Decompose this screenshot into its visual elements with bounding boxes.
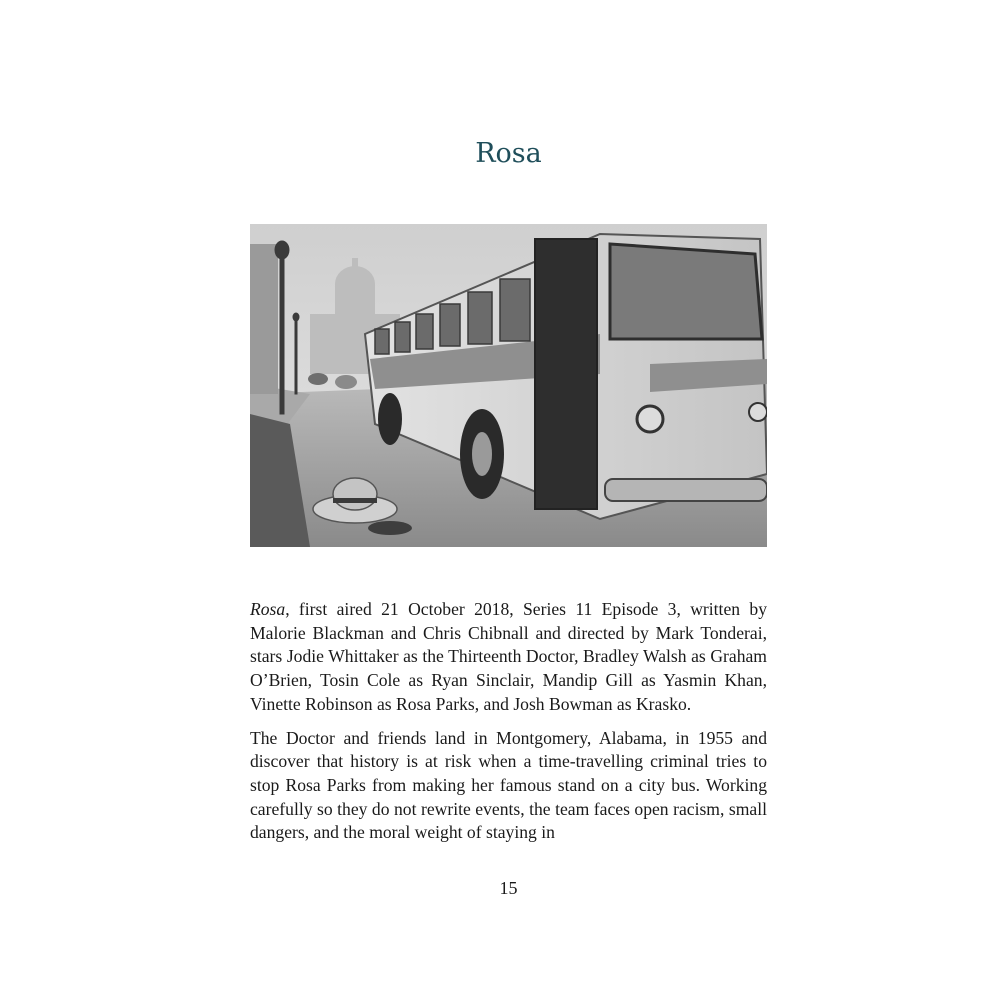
episode-title-italic: Rosa <box>250 599 286 619</box>
bus-illustration-svg <box>250 224 767 547</box>
paragraph-credits <box>250 598 767 717</box>
paragraph-synopsis: The Doctor and friends land in Montgomery, Alabama, in 1955 and discover that history is at risk when a time-travelling criminal tries to stop Rosa Parks from making her famous stand on a city bus. Working carefully so they do not rewrite events, the team faces open racism, small dangers, and the moral weight of staying in <box>250 727 767 843</box>
bus-illustration <box>250 224 767 547</box>
body-text <box>250 598 767 855</box>
credits-text: , first aired 21 October 2018, Series 11 Episode 3, written by Malorie Blackman and Chris Chibnall and directed by Mark Tonderai, stars Jodie Whittaker as the Thirteenth Doctor, Bradley Walsh as Graham O’Brien, Tosin Cole as Ryan Sinclair, Mandip Gill as Yasmin Khan, Vinette Robinson as Rosa Parks, and Josh Bowman as Krasko. <box>250 599 767 714</box>
chapter-title: Rosa <box>475 138 542 169</box>
page-number: 15 <box>499 878 518 898</box>
